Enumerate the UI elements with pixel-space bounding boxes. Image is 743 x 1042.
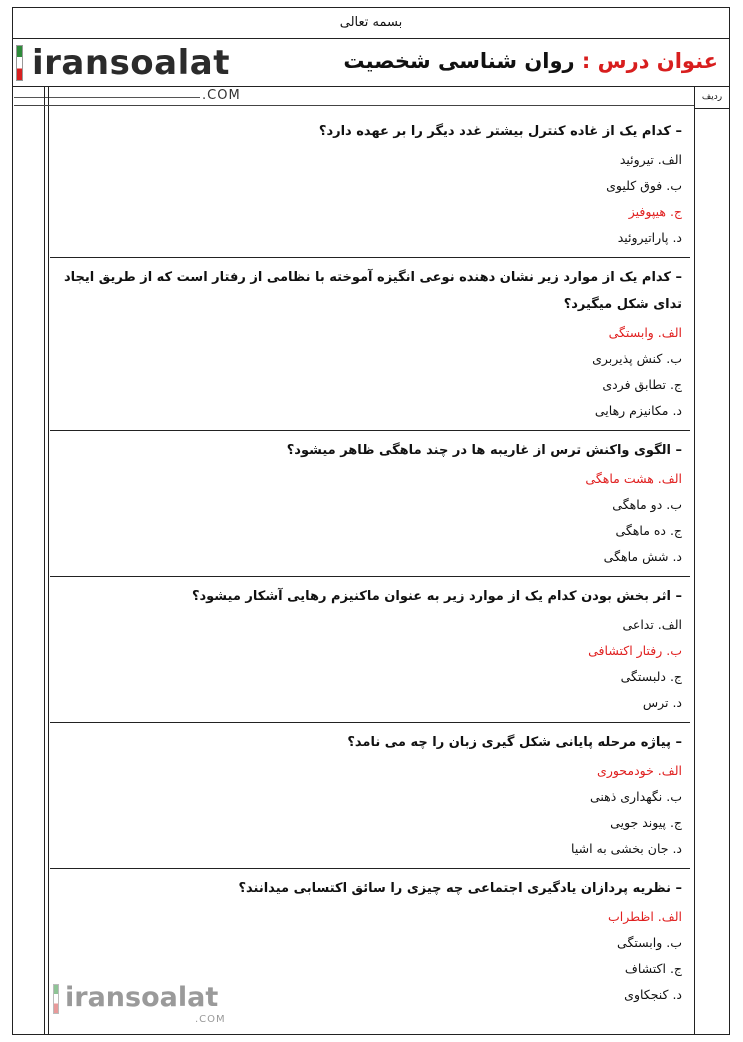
- logo-brand: iransoalat: [32, 43, 230, 83]
- logo-underline: [14, 97, 200, 98]
- margin-line-inner: [44, 87, 45, 1035]
- question-text: – اثر بخش بودن کدام یک از موارد زیر به عنوان ماکنیزم رهایی آشکار میشود؟: [191, 589, 682, 604]
- footer-logo-domain: .COM: [195, 1014, 226, 1025]
- answer-option: ب. وابستگی: [617, 935, 682, 950]
- content-top-rule: [14, 105, 694, 106]
- logo-domain: .COM: [202, 88, 241, 103]
- questions-list: [50, 112, 690, 1014]
- row-column-header: ردیف: [694, 87, 730, 109]
- answer-option: ج. ده ماهگی: [615, 523, 682, 538]
- margin-line: [48, 87, 49, 1035]
- course-label: عنوان درس :: [581, 49, 718, 73]
- basmala-row: [12, 7, 730, 39]
- answer-option: ج. اکتشاف: [624, 961, 682, 976]
- answer-option: ب. نگهداری ذهنی: [589, 789, 682, 804]
- answer-option: د. جان بخشی به اشیا: [571, 841, 682, 856]
- answer-option: د. ترس: [642, 695, 682, 710]
- answer-option-correct: ج. هیپوفیز: [628, 204, 682, 219]
- answer-option: الف. تیروئید: [619, 152, 682, 167]
- footer-logo-brand: iransoalat: [65, 982, 219, 1013]
- footer-logo: [50, 978, 230, 1028]
- answer-option: د. کنجکاوی: [624, 987, 682, 1002]
- answer-option-correct: الف. هشت ماهگی: [585, 471, 682, 486]
- question-block: [50, 577, 690, 723]
- row-column-divider: [694, 87, 695, 1035]
- flag-icon: [53, 984, 59, 1014]
- question-text: – الگوی واکنش ترس از غاریبه ها در چند ماهگی ظاهر میشود؟: [286, 443, 682, 458]
- question-block: [50, 112, 690, 258]
- answer-option-correct: الف. خودمحوری: [597, 763, 682, 778]
- course-title: [343, 49, 718, 73]
- question-text: – نظریه پردازان یادگیری اجتماعی چه چیزی را سائق اکتسابی میدانند؟: [238, 881, 682, 896]
- question-text: – پیاژه مرحله پایانی شکل گیری زبان را چه می نامد؟: [347, 735, 682, 750]
- answer-option-correct: الف. اظطراب: [608, 909, 682, 924]
- question-text: – کدام یک از غاده کنترل بیشتر غدد دیگر را بر عهده دارد؟: [318, 124, 682, 139]
- question-block: [50, 723, 690, 869]
- answer-option: ج. تطابق فردی: [602, 377, 682, 392]
- question-text: – کدام یک از موارد زیر نشان دهنده نوعی انگیزه آموخته با نظامی از رفتار است که از طریق ایجاد تدای شکل میگیرد؟: [63, 270, 682, 312]
- basmala: بسمه تعالی: [339, 15, 403, 30]
- answer-option: د. مکانیزم رهایی: [594, 403, 682, 418]
- answer-option: ج. پیوند جویی: [610, 815, 682, 830]
- question-block: [50, 258, 690, 431]
- answer-option: د. پاراتیروئید: [617, 230, 682, 245]
- answer-option: د. شش ماهگی: [603, 549, 682, 564]
- answer-option-correct: ب. رفتار اکتشافی: [588, 643, 682, 658]
- answer-option-correct: الف. وابستگی: [608, 325, 682, 340]
- answer-option: ب. کنش پذیربری: [592, 351, 682, 366]
- answer-option: ج. دلبستگی: [620, 669, 682, 684]
- iransoalat-logo: [12, 41, 257, 85]
- course-name: روان شناسی شخصیت: [343, 49, 575, 73]
- header: [12, 39, 730, 87]
- flag-icon: [16, 45, 23, 81]
- question-block: [50, 431, 690, 577]
- answer-option: ب. فوق کلیوی: [606, 178, 682, 193]
- answer-option: الف. تداعی: [622, 617, 682, 632]
- answer-option: ب. دو ماهگی: [612, 497, 682, 512]
